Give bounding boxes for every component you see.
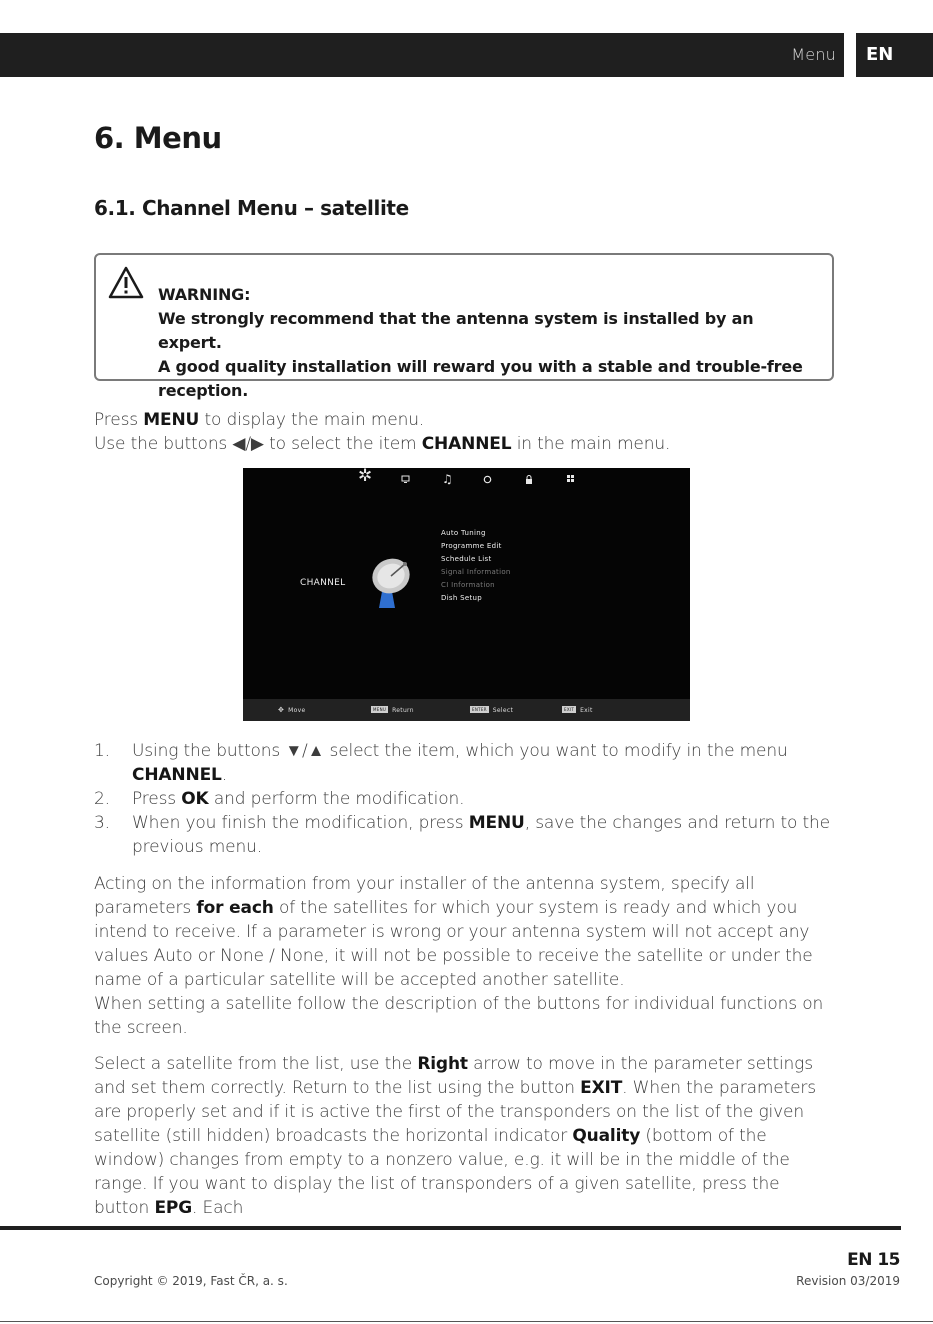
revision: Revision 03/2019 bbox=[796, 1274, 900, 1288]
text: . bbox=[221, 765, 227, 785]
tv-menu-item[interactable]: Dish Setup bbox=[441, 594, 483, 602]
music-note-icon: ♫ bbox=[442, 472, 453, 486]
page-edge bbox=[0, 1321, 933, 1322]
tv-menu-tabs bbox=[243, 468, 690, 492]
text: . When the parameters are properly set and if it is active the first of the transponders on the list of the given satellite (still hidden) broadcasts the horizontal indicator bbox=[94, 1078, 816, 1146]
key-menu: MENU bbox=[468, 813, 525, 833]
copyright: Copyright © 2019, Fast ČR, a. s. bbox=[94, 1274, 288, 1288]
warning-icon bbox=[108, 265, 144, 301]
tv-menu-item[interactable]: Signal Information bbox=[441, 568, 511, 576]
key-menu: MENU bbox=[143, 410, 200, 430]
text: to display the main menu. bbox=[199, 410, 425, 430]
key-epg: EPG bbox=[154, 1198, 193, 1218]
page-title: 6. Menu bbox=[94, 121, 222, 155]
warning-line: We strongly recommend that the antenna system is installed by an expert. bbox=[158, 309, 754, 352]
move-hint bbox=[278, 706, 305, 714]
lock-icon bbox=[525, 475, 533, 484]
warning-text bbox=[158, 283, 818, 403]
footer-divider bbox=[0, 1226, 901, 1230]
hint-text: Exit bbox=[580, 707, 593, 714]
warning-box bbox=[94, 253, 834, 400]
select-hint bbox=[470, 706, 513, 714]
steps-list bbox=[94, 739, 834, 859]
tv-menu-help-bar bbox=[243, 699, 690, 721]
text: Acting on the information from your installer of the antenna system, specify all parameters bbox=[94, 874, 755, 918]
header-bar bbox=[0, 33, 844, 77]
tv-menu-label: CHANNEL bbox=[300, 578, 346, 588]
tv-menu-item[interactable]: Auto Tuning bbox=[441, 529, 486, 537]
satellite-dish-icon bbox=[369, 554, 415, 610]
clock-icon bbox=[483, 475, 492, 484]
text: (bottom of the window) changes from empty to a nonzero value, e.g. it will be in the middle of the range. If you want to display the list of transponders of a given satellite, press the button bbox=[94, 1126, 790, 1218]
hint-text: Select bbox=[492, 707, 514, 714]
move-arrows-icon: ✥ bbox=[278, 706, 285, 714]
tv-menu-item[interactable]: CI Information bbox=[441, 581, 495, 589]
tv-menu-list bbox=[441, 527, 511, 605]
intro-line-2 bbox=[94, 432, 670, 456]
language-label: EN bbox=[866, 44, 894, 65]
text: When you finish the modification, press bbox=[132, 813, 469, 833]
gear-icon: ✲ bbox=[358, 466, 373, 486]
text: . Each bbox=[192, 1198, 244, 1218]
apps-grid-icon bbox=[567, 475, 575, 483]
text: in the main menu. bbox=[511, 434, 671, 454]
exit-hint bbox=[562, 706, 593, 714]
tv-menu-item[interactable]: Schedule List bbox=[441, 555, 492, 563]
page-number: EN 15 bbox=[847, 1250, 900, 1270]
body-paragraph-1 bbox=[94, 872, 839, 1040]
emphasis: Quality bbox=[572, 1126, 641, 1146]
list-number: 3. bbox=[94, 813, 110, 833]
key-ok: OK bbox=[181, 789, 209, 809]
body-paragraph-2 bbox=[94, 1052, 834, 1220]
key-channel: CHANNEL bbox=[132, 765, 222, 785]
warning-line: reception. bbox=[158, 381, 249, 400]
text: , save the changes and return to the previous menu. bbox=[132, 813, 830, 857]
monitor-icon bbox=[401, 475, 410, 484]
text: and perform the modification. bbox=[208, 789, 465, 809]
warning-label: WARNING: bbox=[158, 285, 251, 304]
list-item bbox=[94, 739, 834, 787]
list-item bbox=[94, 811, 834, 859]
text: Select a satellite from the list, use the bbox=[94, 1054, 418, 1074]
section-title: 6.1. Channel Menu – satellite bbox=[94, 196, 409, 220]
intro-paragraph bbox=[94, 408, 670, 456]
return-hint bbox=[371, 706, 414, 714]
key-channel: CHANNEL bbox=[421, 434, 512, 454]
intro-line-1 bbox=[94, 408, 670, 432]
key-right: Right bbox=[417, 1054, 468, 1074]
text: Press bbox=[94, 410, 144, 430]
text: Using the buttons ▼/▲ select the item, which you want to modify in the menu bbox=[132, 741, 788, 761]
list-number: 2. bbox=[94, 789, 110, 809]
warning-line: A good quality installation will reward you with a stable and trouble-free bbox=[158, 357, 803, 376]
tv-menu-screenshot bbox=[243, 468, 690, 721]
header-section: Menu bbox=[791, 45, 836, 64]
emphasis: for each bbox=[196, 898, 274, 918]
key-exit: EXIT bbox=[580, 1078, 623, 1098]
enter-key-icon: ENTER bbox=[472, 707, 487, 712]
text: Press bbox=[132, 789, 182, 809]
list-number: 1. bbox=[94, 741, 110, 761]
text: of the satellites for which your system is ready and which you intend to receive. If a parameter is wrong or your antenna system will not accept any values Auto or None / None, it will not be possible to receive the satellite or under the name of a particular satellite will be accepted another satellite. bbox=[94, 898, 813, 990]
list-item bbox=[94, 787, 834, 811]
language-tab bbox=[856, 33, 933, 77]
text: arrow to move in the parameter settings and set them correctly. Return to the list using the button bbox=[94, 1054, 813, 1098]
text: Use the buttons ◀/▶ to select the item bbox=[94, 434, 422, 454]
menu-key-icon: MENU bbox=[373, 707, 387, 712]
exit-key-icon: EXIT bbox=[564, 707, 575, 712]
tv-menu-item[interactable]: Programme Edit bbox=[441, 542, 502, 550]
text: When setting a satellite follow the description of the buttons for individual functions on the screen. bbox=[94, 994, 824, 1038]
hint-text: Move bbox=[288, 707, 306, 714]
hint-text: Return bbox=[392, 707, 414, 714]
